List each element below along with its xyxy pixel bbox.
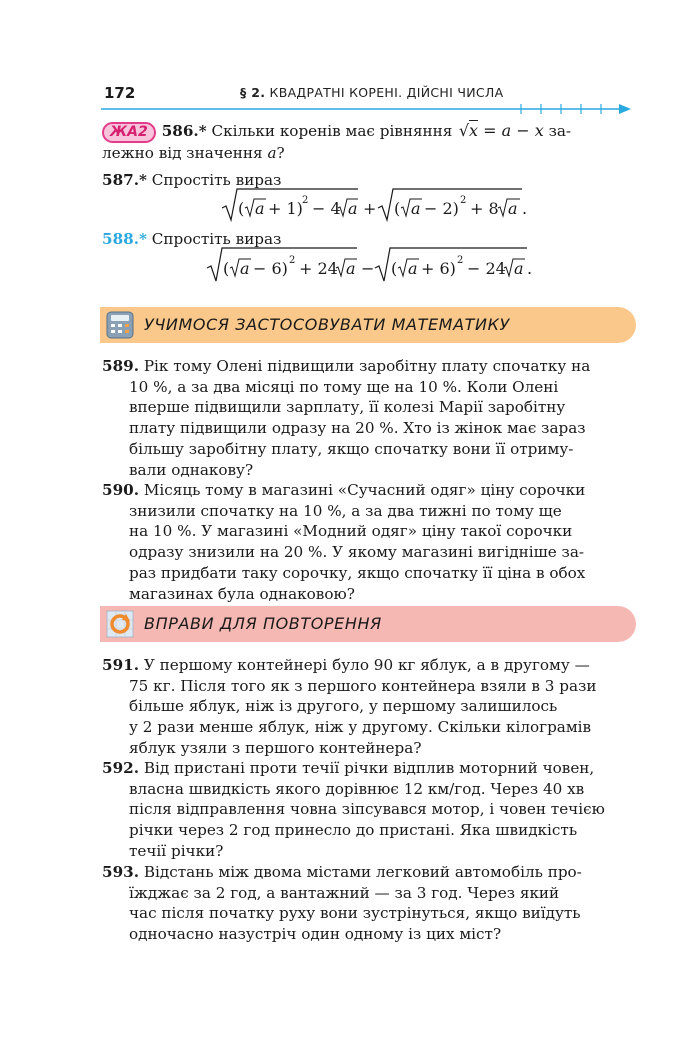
problem-line: 10 %, а за два місяці по тому ще на 10 %. Коли Олені xyxy=(129,377,559,396)
problem-line: течії річки? xyxy=(129,841,224,860)
svg-text:a: a xyxy=(508,199,518,218)
problem-line: одночасно назустріч один одному із цих міст? xyxy=(129,925,502,944)
problem-line: раз придбати таку сорочку, якщо спочатку її ціна в обох xyxy=(129,563,586,582)
banner-title: УЧИМОСЯ ЗАСТОСОВУВАТИ МАТЕМАТИКУ xyxy=(144,315,510,334)
page-header xyxy=(0,82,695,112)
problem-line: у 2 рази менше яблук, ніж у другому. Скільки кілограмів xyxy=(129,718,592,737)
problem-number: 588.* xyxy=(102,230,147,248)
svg-text:.: . xyxy=(522,199,528,218)
problem-line: знизили спочатку на 10 %, а за два тижні по тому ще xyxy=(129,501,562,520)
problem-line: після відправлення човна зіпсувався мотор, і човен течією xyxy=(129,800,605,819)
problem-586 xyxy=(102,121,637,164)
svg-text:(: ( xyxy=(394,199,401,218)
problem-line: їжджає за 2 год, а вантажний — за 3 год. Через який xyxy=(129,883,560,902)
svg-text:.: . xyxy=(527,259,533,278)
svg-text:(: ( xyxy=(391,259,398,278)
problem-line: одразу знизили на 20 %. У якому магазині вигідніше за- xyxy=(129,543,585,562)
problem-text: Спростіть вираз xyxy=(151,171,282,189)
problem-592 xyxy=(102,758,637,862)
variable: a xyxy=(267,144,277,162)
svg-text:− 4: − 4 xyxy=(312,199,341,218)
problem-line: У першому контейнері було 90 кг яблук, а в другому — xyxy=(143,656,590,674)
page-number: 172 xyxy=(104,84,136,102)
problem-number: 586.* xyxy=(161,122,207,140)
svg-text:2: 2 xyxy=(302,195,309,206)
banner-title: ВПРАВИ ДЛЯ ПОВТОРЕННЯ xyxy=(144,614,382,633)
svg-text:− 6): − 6) xyxy=(253,259,288,278)
number-line-arrow-icon xyxy=(101,103,631,115)
svg-text:+ 24: + 24 xyxy=(299,259,338,278)
problem-590 xyxy=(102,480,637,604)
problem-number: 592. xyxy=(102,759,139,777)
section-title xyxy=(240,85,503,100)
problem-line: Рік тому Олені підвищили заробітну плату спочатку на xyxy=(143,357,591,375)
svg-text:(: ( xyxy=(223,259,230,278)
section-title-text: КВАДРАТНІ КОРЕНІ. ДІЙСНІ ЧИСЛА xyxy=(269,85,504,100)
svg-text:+: + xyxy=(363,199,377,218)
problem-line: плату підвищили одразу на 20 %. Хто із жінок має зараз xyxy=(129,419,586,438)
problem-line: більшу заробітну плату, якщо спочатку вони її отриму- xyxy=(129,439,574,458)
problem-line: вперше підвищили зарплату, її колезі Марії заробітну xyxy=(129,398,566,417)
problem-number: 587.* xyxy=(102,171,147,189)
problem-text: Спростіть вираз xyxy=(151,230,282,248)
section-banner-apply xyxy=(100,307,636,343)
problem-591 xyxy=(102,655,637,759)
svg-text:a: a xyxy=(346,259,356,278)
problem-line: яблук узяли з першого контейнера? xyxy=(129,738,422,757)
problem-number: 589. xyxy=(102,357,139,375)
svg-text:(: ( xyxy=(238,199,245,218)
svg-text:2: 2 xyxy=(460,195,467,206)
problem-line: Місяць тому в магазині «Сучасний одяг» ціну сорочки xyxy=(143,481,586,499)
problem-line: на 10 %. У магазині «Модний одяг» ціну такої сорочки xyxy=(129,522,573,541)
problem-line: час після початку руху вони зустрінуться, якщо виїдуть xyxy=(129,904,581,923)
section-number: § 2. xyxy=(240,85,266,100)
problem-number: 593. xyxy=(102,863,139,881)
problem-line: вали однакову? xyxy=(129,460,254,479)
svg-text:a: a xyxy=(348,199,358,218)
formula-588 xyxy=(205,245,535,285)
svg-text:−: − xyxy=(361,259,375,278)
svg-text:+ 8: + 8 xyxy=(470,199,499,218)
section-banner-review xyxy=(100,606,636,642)
problem-text-cont: за- xyxy=(548,122,572,140)
problem-line: більше яблук, ніж із другого, у першому залишилось xyxy=(129,697,558,716)
svg-text:+ 1): + 1) xyxy=(268,199,303,218)
problem-number: 591. xyxy=(102,656,139,674)
problem-line: магазинах була однаковою? xyxy=(129,584,355,603)
problem-589 xyxy=(102,356,637,480)
question-mark: ? xyxy=(276,144,285,162)
svg-text:2: 2 xyxy=(289,255,296,266)
problem-line: 75 кг. Після того як з першого контейнера взяли в 3 рази xyxy=(129,676,597,695)
svg-text:a: a xyxy=(255,199,265,218)
problem-text-line2: лежно від значення xyxy=(102,144,263,162)
svg-text:a: a xyxy=(240,259,250,278)
problem-text: Скільки коренів має рівняння xyxy=(211,122,453,140)
svg-text:− 24: − 24 xyxy=(467,259,506,278)
problem-593 xyxy=(102,862,637,945)
svg-text:2: 2 xyxy=(457,255,464,266)
equation: √x = a − x xyxy=(458,121,544,140)
svg-text:− 2): − 2) xyxy=(424,199,459,218)
difficulty-badge: ЖА2 xyxy=(102,122,156,143)
formula-587 xyxy=(220,186,540,224)
svg-text:a: a xyxy=(411,199,421,218)
repeat-arrows-icon xyxy=(106,610,134,638)
svg-text:+ 6): + 6) xyxy=(421,259,456,278)
svg-text:a: a xyxy=(408,259,418,278)
problem-number: 590. xyxy=(102,481,139,499)
calculator-icon xyxy=(106,311,134,339)
problem-line: річки через 2 год принесло до пристані. Яка швидкість xyxy=(129,821,578,840)
problem-line: Відстань між двома містами легковий автомобіль про- xyxy=(143,863,582,881)
svg-text:a: a xyxy=(514,259,524,278)
problem-line: власна швидкість якого дорівнює 12 км/год. Через 40 хв xyxy=(129,779,585,798)
problem-line: Від пристані проти течії річки відплив моторний човен, xyxy=(143,759,595,777)
